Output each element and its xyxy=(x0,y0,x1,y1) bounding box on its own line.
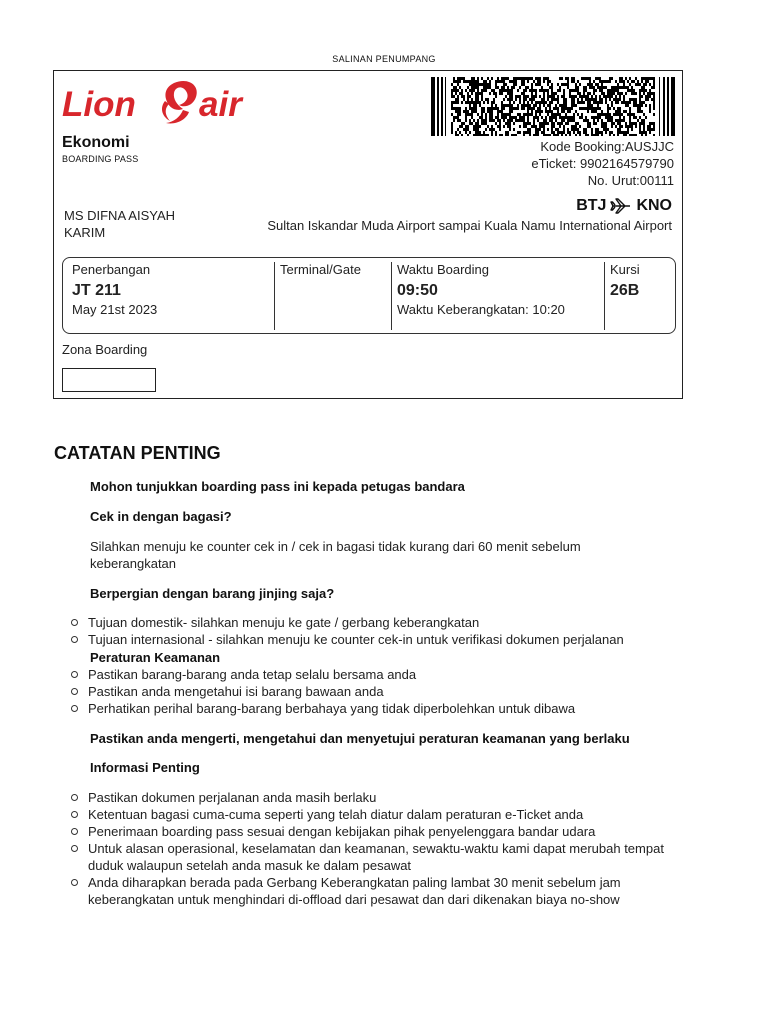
list-item: Pastikan anda mengetahui isi barang bawaan anda xyxy=(54,683,678,700)
flight-number: JT 211 xyxy=(72,282,121,299)
route-codes xyxy=(262,197,672,215)
cabin-list xyxy=(54,614,678,648)
terminal-column xyxy=(280,262,390,330)
column-divider xyxy=(274,262,275,330)
cabin-class: Ekonomi xyxy=(62,134,130,151)
origin-code: BTJ xyxy=(576,197,607,214)
column-divider xyxy=(391,262,392,330)
notes-title: CATATAN PENTING xyxy=(54,443,221,463)
seat-column xyxy=(610,262,670,330)
checkin-title: Cek in dengan bagasi? xyxy=(90,509,232,524)
list-item: Untuk alasan operasional, keselamatan dan keamanan, sewaktu-waktu kami dapat merubah tempat duduk walaupun setelah anda masuk ke dalam pesawat xyxy=(54,840,678,874)
important-notes xyxy=(54,442,734,907)
passenger-name: MS DIFNA AISYAH KARIM xyxy=(64,208,176,240)
svg-text:air: air xyxy=(199,85,242,124)
route-description: Sultan Iskandar Muda Airport sampai Kuala Namu International Airport xyxy=(267,218,672,233)
lion-air-logo xyxy=(62,77,268,127)
flight-label: Penerbangan xyxy=(72,262,151,277)
security-title: Peraturan Keamanan xyxy=(90,650,221,665)
eticket-number: eTicket: 9902164579790 xyxy=(531,156,674,171)
checkin-text: Silahkan menuju ke counter cek in / cek in bagasi tidak kurang dari 60 menit sebelum keberangkatan xyxy=(90,539,581,571)
boarding-zone-label: Zona Boarding xyxy=(62,342,148,357)
list-item: Anda diharapkan berada pada Gerbang Keberangkatan paling lambat 30 menit sebelum jam keberangkatan untuk menghindari di-offload dari pesawat dan dari dikenakan biaya no-show xyxy=(54,874,678,908)
booking-info xyxy=(531,138,674,189)
boarding-zone-box xyxy=(62,368,156,392)
list-item: Tujuan internasional - silahkan menuju ke counter cek-in untuk verifikasi dokumen perjalanan xyxy=(54,631,678,648)
flight-details-box xyxy=(62,257,676,334)
security-list xyxy=(54,666,678,717)
cabin-title: Berpergian dengan barang jinjing saja? xyxy=(90,586,335,601)
agree-note: Pastikan anda mengerti, mengetahui dan menyetujui peraturan keamanan yang berlaku xyxy=(90,731,630,746)
route-info xyxy=(262,197,672,234)
seat-number: 26B xyxy=(610,282,640,299)
boarding-column xyxy=(397,262,602,330)
airplane-icon xyxy=(610,197,632,215)
sequence-number: No. Urut:00111 xyxy=(587,173,674,188)
lion-icon xyxy=(162,81,197,123)
document-type: BOARDING PASS xyxy=(62,154,139,164)
flight-column xyxy=(72,262,272,330)
booking-code: Kode Booking:AUSJJC xyxy=(540,139,674,154)
list-item: Pastikan barang-barang anda tetap selalu bersama anda xyxy=(54,666,678,683)
boarding-label: Waktu Boarding xyxy=(397,262,490,277)
list-item: Tujuan domestik- silahkan menuju ke gate / gerbang keberangkatan xyxy=(54,614,678,631)
show-pass-note: Mohon tunjukkan boarding pass ini kepada petugas bandara xyxy=(90,479,465,494)
info-title: Informasi Penting xyxy=(90,760,200,775)
barcode-image xyxy=(431,77,675,136)
info-list xyxy=(54,789,678,908)
list-item: Perhatikan perihal barang-barang berbahaya yang tidak diperbolehkan untuk dibawa xyxy=(54,700,678,717)
destination-code: KNO xyxy=(636,197,672,214)
column-divider xyxy=(604,262,605,330)
svg-text:Lion: Lion xyxy=(62,85,136,124)
copy-caption: SALINAN PENUMPANG xyxy=(332,54,436,64)
flight-date: May 21st 2023 xyxy=(72,302,158,317)
boarding-pass-card xyxy=(53,70,683,399)
boarding-time: 09:50 xyxy=(397,282,438,299)
departure-time: Waktu Keberangkatan: 10:20 xyxy=(397,302,565,317)
list-item: Pastikan dokumen perjalanan anda masih berlaku xyxy=(54,789,678,806)
terminal-label: Terminal/Gate xyxy=(280,262,361,277)
list-item: Ketentuan bagasi cuma-cuma seperti yang telah diatur dalam peraturan e-Ticket anda xyxy=(54,806,678,823)
seat-label: Kursi xyxy=(610,262,640,277)
list-item: Penerimaan boarding pass sesuai dengan kebijakan pihak penyelenggara bandar udara xyxy=(54,823,678,840)
